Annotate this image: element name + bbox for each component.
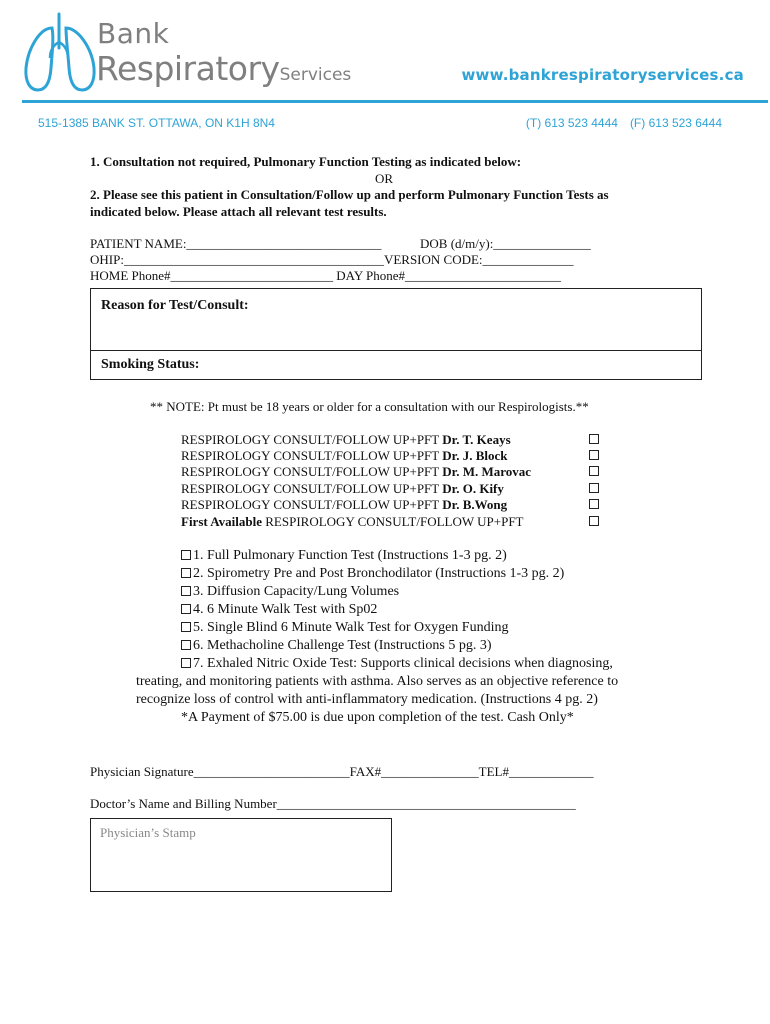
- option-2-text-cont: indicated below. Please attach all relevant test results.: [90, 204, 387, 219]
- consult-text: RESPIROLOGY CONSULT/FOLLOW UP+PFT: [181, 497, 439, 512]
- option-1-text: 1. Consultation not required, Pulmonary Function Testing as indicated below:: [90, 154, 522, 169]
- test-label: 1. Full Pulmonary Function Test (Instructions 1-3 pg. 2): [193, 548, 507, 563]
- option-2-text: 2. Please see this patient in Consultation/Follow up and perform Pulmonary Function Tests as: [90, 187, 609, 202]
- age-note: ** NOTE: Pt must be 18 years or older for a consultation with our Respirologists.**: [150, 399, 589, 414]
- test-option-single-blind: [181, 619, 508, 637]
- or-separator: OR: [375, 171, 394, 186]
- header-divider: [22, 100, 768, 103]
- test-option-spirometry: [181, 565, 564, 583]
- test-option-6mwt: [181, 601, 377, 619]
- test-label: 2. Spirometry Pre and Post Bronchodilator (Instructions 1-3 pg. 2): [193, 566, 565, 581]
- signature-fax-tel-line[interactable]: Physician Signature________________________FAX#_______________TEL#_____________: [90, 764, 594, 779]
- physician-stamp-label: Physician’s Stamp: [100, 825, 196, 840]
- test-checkbox[interactable]: [181, 640, 191, 650]
- patient-name-field[interactable]: PATIENT NAME:______________________________: [90, 236, 382, 251]
- test-label: 5. Single Blind 6 Minute Walk Test for Oxygen Funding: [193, 620, 509, 635]
- physician-stamp-box[interactable]: [90, 818, 392, 892]
- test-label: 6. Methacholine Challenge Test (Instructions 5 pg. 3): [193, 638, 492, 653]
- website-link[interactable]: www.bankrespiratoryservices.ca: [461, 66, 744, 84]
- dob-field[interactable]: DOB (d/m/y):_______________: [420, 236, 591, 251]
- consult-text: RESPIROLOGY CONSULT/FOLLOW UP+PFT: [181, 481, 439, 496]
- consult-option-block: [181, 447, 508, 464]
- brand-name-bank: Bank: [97, 17, 170, 50]
- lungs-icon: [22, 8, 98, 94]
- doctor-name: Dr. T. Keays: [442, 432, 511, 447]
- clinic-address: 515-1385 BANK ST. OTTAWA, ON K1H 8N4: [38, 116, 275, 130]
- reason-divider: [91, 350, 701, 351]
- test-checkbox[interactable]: [181, 604, 191, 614]
- consult-option-kify: [181, 480, 504, 497]
- test-label: 3. Diffusion Capacity/Lung Volumes: [193, 584, 400, 599]
- test-checkbox[interactable]: [181, 550, 191, 560]
- doctor-name: Dr. B.Wong: [442, 497, 508, 512]
- test-checkbox[interactable]: [181, 568, 191, 578]
- brand-respiratory-word: Respiratory: [96, 49, 280, 88]
- clinic-fax: (F) 613 523 6444: [629, 116, 722, 130]
- doctor-name: Dr. O. Kify: [442, 481, 504, 496]
- test-option-pft: [181, 547, 507, 565]
- consult-checkbox-block[interactable]: [589, 450, 599, 460]
- reason-label: Reason for Test/Consult:: [101, 298, 249, 313]
- test-option-diffusion: [181, 583, 399, 601]
- brand-services-word: Services: [279, 65, 352, 85]
- test-checkbox[interactable]: [181, 658, 191, 668]
- consult-checkbox-keays[interactable]: [589, 434, 599, 444]
- consult-option-keays: [181, 431, 511, 448]
- smoking-status-label: Smoking Status:: [101, 357, 200, 372]
- consult-checkbox-wong[interactable]: [589, 499, 599, 509]
- test-checkbox[interactable]: [181, 586, 191, 596]
- clinic-contact: [526, 116, 722, 130]
- consult-option-marovac: [181, 463, 531, 480]
- payment-note: *A Payment of $75.00 is due upon completion of the test. Cash Only*: [181, 710, 574, 725]
- doctor-billing-line[interactable]: Doctor’s Name and Billing Number______________________________________________: [90, 796, 576, 811]
- test-label: 4. 6 Minute Walk Test with Sp02: [193, 602, 378, 617]
- clinic-phone: (T) 613 523 4444: [525, 116, 618, 130]
- ohip-version-field[interactable]: OHIP:________________________________________VERSION CODE:______________: [90, 252, 574, 267]
- first-available-label: First Available: [181, 514, 263, 529]
- test-option-methacholine: [181, 637, 492, 655]
- consult-checkbox-first-available[interactable]: [589, 516, 599, 526]
- consult-checkbox-kify[interactable]: [589, 483, 599, 493]
- nitric-oxide-description: treating, and monitoring patients with asthma. Also serves as an objective reference to: [136, 674, 619, 689]
- consult-text: RESPIROLOGY CONSULT/FOLLOW UP+PFT: [181, 432, 439, 447]
- test-option-nitric-oxide: [181, 655, 613, 673]
- doctor-name: Dr. J. Block: [442, 448, 508, 463]
- consult-text: RESPIROLOGY CONSULT/FOLLOW UP+PFT: [262, 514, 524, 529]
- reason-smoking-box[interactable]: [90, 288, 702, 380]
- test-checkbox[interactable]: [181, 622, 191, 632]
- consult-text: RESPIROLOGY CONSULT/FOLLOW UP+PFT: [181, 448, 439, 463]
- consult-option-wong: [181, 496, 507, 513]
- consult-text: RESPIROLOGY CONSULT/FOLLOW UP+PFT: [181, 464, 439, 479]
- phone-fields[interactable]: HOME Phone#_________________________ DAY Phone#________________________: [90, 268, 562, 283]
- brand-name-respiratory: [96, 49, 352, 88]
- test-label: 7. Exhaled Nitric Oxide Test: Supports clinical decisions when diagnosing,: [193, 656, 613, 671]
- consult-option-first-available: [181, 513, 524, 530]
- doctor-name: Dr. M. Marovac: [442, 464, 532, 479]
- nitric-oxide-description-cont: recognize loss of control with anti-inflammatory medication. (Instructions 4 pg. 2): [136, 692, 598, 707]
- consult-checkbox-marovac[interactable]: [589, 466, 599, 476]
